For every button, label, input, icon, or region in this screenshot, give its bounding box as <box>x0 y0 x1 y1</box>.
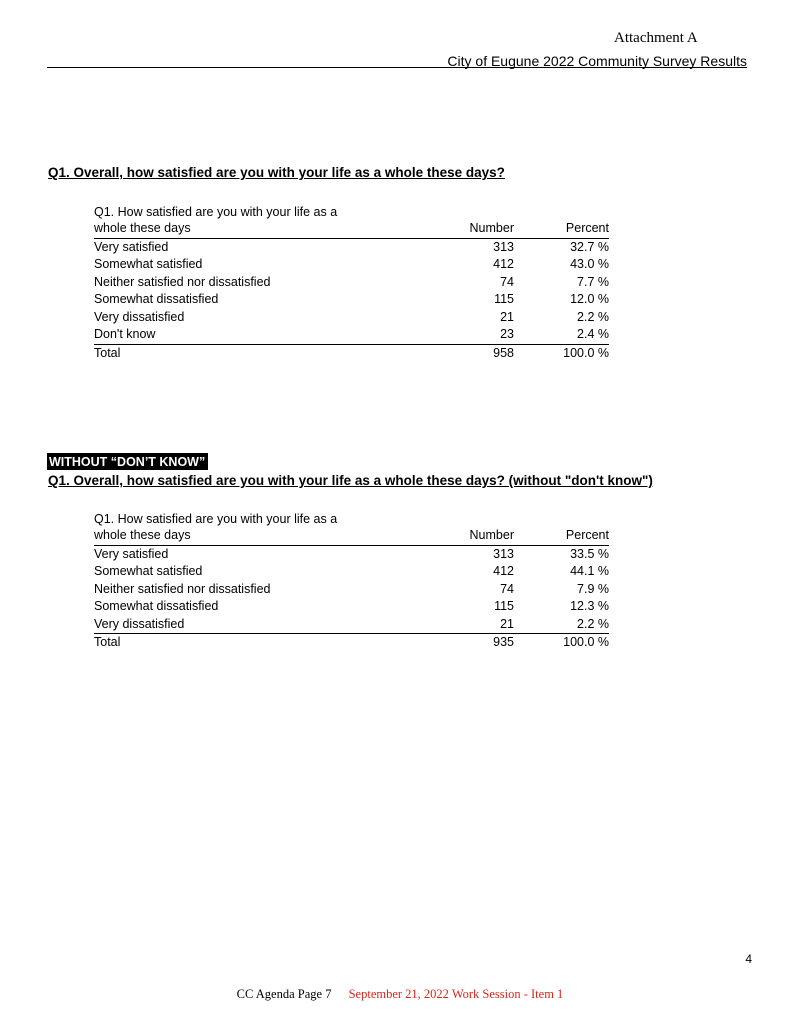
table-header-row <box>94 511 609 527</box>
row-number: 313 <box>493 239 514 254</box>
table-row <box>94 291 609 309</box>
table-row <box>94 309 609 327</box>
question-label-line1: Q1. How satisfied are you with your life as a <box>94 512 338 526</box>
row-label: Neither satisfied nor dissatisfied <box>94 274 271 289</box>
question-label-line2: whole these days <box>94 221 191 235</box>
row-percent: 2.4 % <box>577 327 609 341</box>
table-header-row <box>94 204 609 220</box>
table-row <box>94 598 609 616</box>
table-row <box>94 274 609 292</box>
table-total-row <box>94 345 609 363</box>
row-percent: 2.2 % <box>577 616 609 631</box>
footer-agenda-page: CC Agenda Page 7 <box>236 987 332 1001</box>
row-label: Don't know <box>94 327 156 341</box>
table-row <box>94 581 609 599</box>
row-number: 115 <box>494 292 514 306</box>
row-number: 23 <box>500 327 514 341</box>
row-label: Somewhat dissatisfied <box>94 292 219 306</box>
without-dont-know-badge: WITHOUT “DON’T KNOW” <box>47 453 208 470</box>
footer <box>0 987 800 1002</box>
table-row <box>94 239 609 257</box>
report-subtitle: City of Eugune 2022 Community Survey Results <box>447 53 747 69</box>
header-divider <box>47 67 747 68</box>
row-percent: 43.0 % <box>570 257 609 271</box>
attachment-label: Attachment A <box>614 30 698 46</box>
question-label-line2: whole these days <box>94 528 191 542</box>
table-row <box>94 326 609 345</box>
row-label: Neither satisfied nor dissatisfied <box>94 581 271 596</box>
row-percent: 2.2 % <box>577 309 609 324</box>
row-label: Somewhat dissatisfied <box>94 599 219 613</box>
table-header-row <box>94 527 609 546</box>
row-label: Very dissatisfied <box>94 616 185 631</box>
row-percent: 7.7 % <box>577 274 609 289</box>
row-number: 74 <box>500 274 514 289</box>
row-number: 313 <box>493 546 514 561</box>
row-label: Somewhat satisfied <box>94 564 203 578</box>
row-percent: 32.7 % <box>570 239 609 254</box>
row-percent: 12.3 % <box>570 599 609 613</box>
column-header-percent: Percent <box>565 221 609 235</box>
total-number: 958 <box>493 345 514 360</box>
row-number: 21 <box>500 309 514 324</box>
total-percent: 100.0 % <box>563 635 609 649</box>
row-number: 74 <box>500 581 514 596</box>
page-number: 4 <box>745 952 752 966</box>
question-label-line1: Q1. How satisfied are you with your life as a <box>94 205 338 219</box>
section2-table <box>94 511 609 652</box>
table-row <box>94 256 609 274</box>
row-label: Somewhat satisfied <box>94 257 203 271</box>
column-header-number: Number <box>469 221 514 235</box>
total-label: Total <box>94 345 121 360</box>
total-number: 935 <box>493 635 514 649</box>
table-header-row <box>94 220 609 239</box>
row-number: 21 <box>500 616 514 631</box>
row-number: 412 <box>493 564 514 578</box>
table-row <box>94 616 609 635</box>
row-percent: 12.0 % <box>570 292 609 306</box>
section2-title: Q1. Overall, how satisfied are you with your life as a whole these days? (without "don't know") <box>48 473 653 488</box>
row-number: 115 <box>494 599 514 613</box>
footer-session-info: September 21, 2022 Work Session - Item 1 <box>348 987 564 1001</box>
table-total-row <box>94 634 609 652</box>
section1-table <box>94 204 609 362</box>
row-label: Very satisfied <box>94 239 169 254</box>
row-percent: 33.5 % <box>570 546 609 561</box>
total-percent: 100.0 % <box>563 345 609 360</box>
column-header-number: Number <box>469 528 514 542</box>
row-number: 412 <box>493 257 514 271</box>
row-label: Very satisfied <box>94 546 169 561</box>
row-percent: 44.1 % <box>570 564 609 578</box>
row-percent: 7.9 % <box>577 581 609 596</box>
table-row <box>94 546 609 564</box>
total-label: Total <box>94 635 121 649</box>
column-header-percent: Percent <box>565 528 609 542</box>
table-row <box>94 563 609 581</box>
section1-title: Q1. Overall, how satisfied are you with your life as a whole these days? <box>48 165 505 180</box>
row-label: Very dissatisfied <box>94 309 185 324</box>
